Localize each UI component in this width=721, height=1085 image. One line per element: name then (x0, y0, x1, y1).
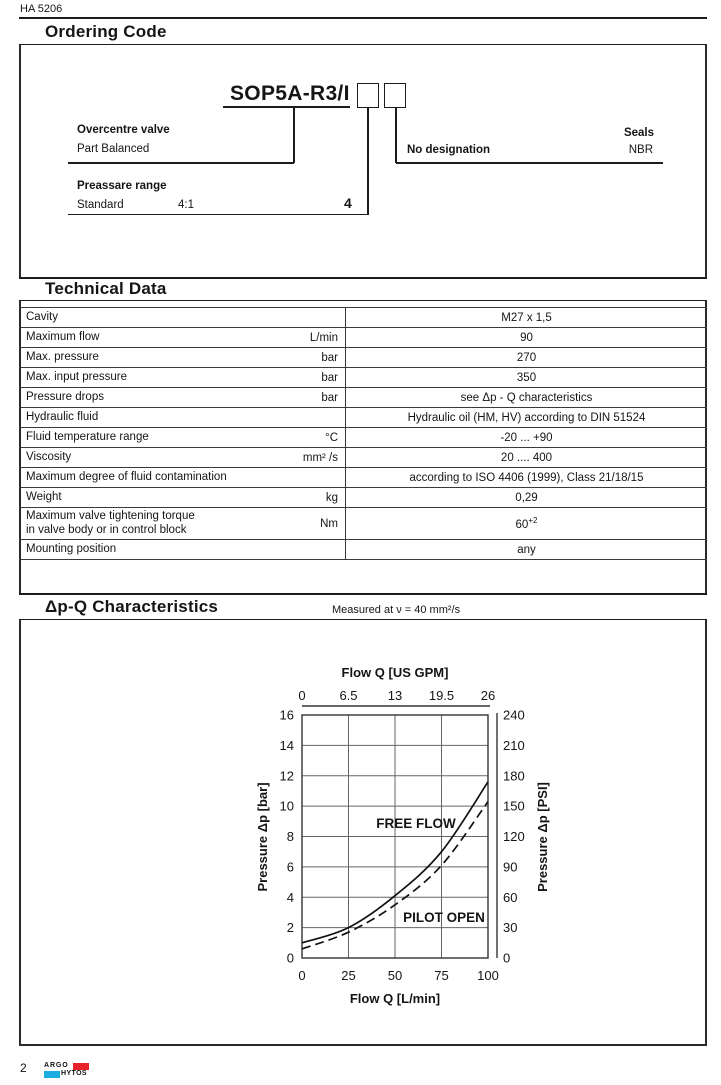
table-row (19, 368, 707, 388)
tick-label: 50 (387, 968, 403, 983)
bottom-axis-title: Flow Q [L/min] (349, 991, 441, 1006)
value-cell: Hydraulic oil (HM, HV) according to DIN 51524 (346, 408, 708, 428)
parameter-cell: Mounting position (19, 540, 346, 560)
table-row (19, 468, 707, 488)
series-label-1: FREE FLOW (376, 816, 456, 831)
ordering-code-value: SOP5A-R3/I (230, 82, 350, 105)
tick-label: 8 (286, 829, 294, 844)
series-label-2: PILOT OPEN (403, 910, 485, 925)
page-number: 2 (20, 1061, 27, 1075)
ordering-option-box-2 (384, 83, 406, 108)
pressure-range-code: 4 (344, 195, 352, 211)
seals-value: NBR (628, 144, 653, 156)
tick-label: 0 (298, 968, 306, 983)
tick-label: 26 (480, 688, 496, 703)
value-cell: 350 (346, 368, 708, 388)
tick-label: 19.5 (428, 688, 455, 703)
seals-label: Seals (623, 127, 654, 139)
ordering-code-title: Ordering Code (45, 22, 167, 41)
logo-hytos-text: HYTOS (61, 1070, 87, 1077)
connector-line (395, 108, 397, 163)
table-row (19, 488, 707, 508)
dpq-characteristics-title: Δp-Q Characteristics (45, 597, 219, 616)
connector-line (367, 108, 369, 215)
tick-label: 13 (387, 688, 403, 703)
parameter-cell: Maximum valve tightening torque in valve body or in control block Nm (19, 508, 346, 540)
value-cell: $60^{+2}$ (346, 508, 708, 540)
value-cell: 90 (346, 328, 708, 348)
parameter-cell: Cavity (19, 308, 346, 328)
value-cell: -20 ... +90 (346, 428, 708, 448)
tick-label: 90 (503, 859, 518, 875)
tick-label: 14 (279, 737, 294, 753)
top-axis-title: Flow Q [US GPM] (341, 665, 449, 680)
ordering-code-underline (223, 106, 350, 108)
measured-note: Measured at ν = 40 mm²/s (332, 604, 461, 616)
value-cell: M27 x 1,5 (346, 308, 708, 328)
part-balanced-label: Part Balanced (77, 143, 150, 155)
value-cell: according to ISO 4406 (1999), Class 21/18/15 (346, 468, 708, 488)
table-row (19, 428, 707, 448)
tick-label: 0 (286, 950, 294, 966)
tick-label: 0 (298, 688, 306, 703)
section-dpq-characteristics (19, 593, 707, 620)
tick-label: 150 (503, 798, 525, 814)
value-cell: 20 .... 400 (346, 448, 708, 468)
logo-cyan-block (44, 1071, 60, 1078)
argo-hytos-logo (44, 1062, 94, 1078)
tick-label: 180 (503, 768, 525, 784)
tick-label: 25 (341, 968, 356, 983)
tick-label: 100 (477, 968, 499, 983)
section-ordering-code (19, 17, 707, 45)
pressure-range-option: Standard (77, 199, 124, 211)
tick-label: 75 (434, 968, 449, 983)
overcentre-valve-label: Overcentre valve (77, 124, 170, 136)
tick-label: 120 (503, 829, 525, 844)
parameter-cell: Maximum degree of fluid contamination (19, 468, 346, 488)
doc-number: HA 5206 (20, 3, 63, 15)
parameter-cell: Pressure drops bar (19, 388, 346, 408)
connector-line (68, 214, 368, 216)
parameter-cell: Max. input pressure bar (19, 368, 346, 388)
tick-label: 210 (503, 737, 525, 753)
tick-label: 2 (286, 920, 294, 936)
connector-line (396, 162, 663, 164)
connector-line (68, 162, 294, 164)
table-row (19, 388, 707, 408)
table-row (19, 508, 707, 540)
tick-label: 6 (286, 859, 294, 875)
tick-label: 30 (503, 920, 518, 936)
value-cell: see Δp - Q characteristics (346, 388, 708, 408)
technical-data-table (19, 307, 707, 560)
tick-label: 4 (286, 889, 294, 905)
dp-q-chart (240, 655, 580, 1015)
tick-label: 6.5 (339, 688, 358, 703)
tick-label: 240 (503, 707, 525, 723)
section-technical-data (19, 277, 707, 301)
parameter-cell: Viscosity mm² /s (19, 448, 346, 468)
technical-data-title: Technical Data (45, 279, 167, 298)
table-row (19, 448, 707, 468)
table-row (19, 408, 707, 428)
parameter-cell: Weight kg (19, 488, 346, 508)
parameter-cell: Maximum flow L/min (19, 328, 346, 348)
table-row (19, 308, 707, 328)
tick-label: 16 (279, 707, 294, 723)
tick-label: 10 (279, 798, 294, 814)
value-cell: any (346, 540, 708, 560)
logo-red-block (73, 1063, 89, 1070)
technical-table-body (19, 308, 707, 560)
parameter-cell: Fluid temperature range °C (19, 428, 346, 448)
table-row (19, 348, 707, 368)
logo-argo-text: ARGO (44, 1062, 69, 1069)
tick-label: 12 (279, 768, 294, 784)
tick-label: 0 (503, 950, 511, 966)
right-axis-title: Pressure Δp [PSI] (535, 782, 550, 892)
connector-line (293, 108, 295, 163)
parameter-cell: Max. pressure bar (19, 348, 346, 368)
no-designation-label: No designation (407, 144, 491, 156)
value-cell: 270 (346, 348, 708, 368)
value-cell: 0,29 (346, 488, 708, 508)
pressure-range-ratio: 4:1 (178, 199, 194, 211)
pressure-range-label: Preassare range (77, 180, 167, 192)
ordering-option-box-1 (357, 83, 379, 108)
left-axis-title: Pressure Δp [bar] (255, 782, 270, 892)
table-row (19, 328, 707, 348)
table-row (19, 540, 707, 560)
tick-label: 60 (503, 889, 518, 905)
parameter-cell: Hydraulic fluid (19, 408, 346, 428)
